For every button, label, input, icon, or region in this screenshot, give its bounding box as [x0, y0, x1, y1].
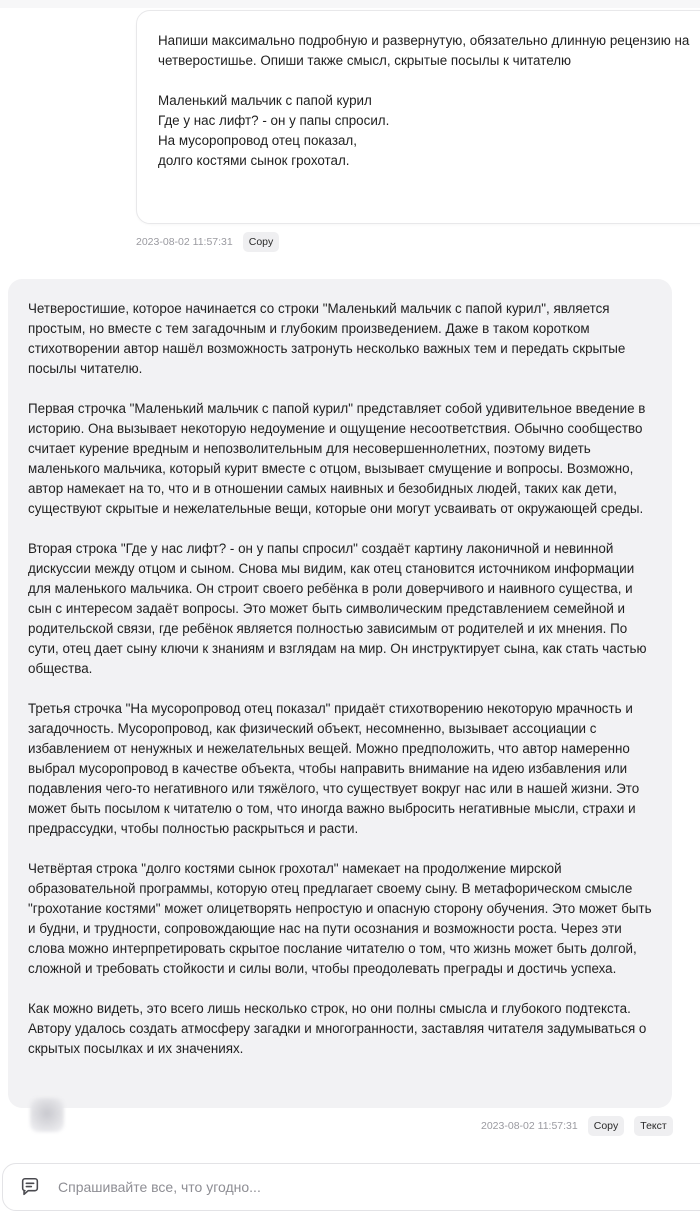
user-message-bubble — [136, 10, 700, 224]
assistant-paragraph: Третья строчка "На мусоропровод отец показал" придаёт стихотворению некоторую мрачность и загадочность. Мусоропровод, как физический объект, несомненно, вызывает ассоциации с избавлением от ненужных и нежелательных вещей. Можно предположить, что автор намеренно выбрал мусоропровод в качестве объекта, чтобы направить внимание на идею избавления или подавления чего-то негативного или тяжёлого, что существует вокруг нас или в нашей жизни. Это может быть посылом к читателю о том, что иногда важно выбросить негативные мысли, страхи и предрассудки, чтобы полностью раскрыться и расти. — [28, 701, 640, 836]
assistant-paragraph: Четвёртая строка "долго костями сынок грохотал" намекает на продолжение мирской образовательной программы, которую отец предлагает своему сыну. В метафорическом смысле "грохотание костями" может олицетворять непростую и опасную сторону обучения. Это может быть и будни, и трудности, сопровождающие нас на пути осознания и возможности роста. Через эти слова можно интерпретировать скрытое послание читателю о том, что жизнь может быть долгой, сложной и требовать стойкости и силы воли, чтобы преодолевать преграды и достичь успеха. — [28, 861, 652, 976]
assistant-paragraph: Вторая строка "Где у нас лифт? - он у папы спросил" создаёт картину лаконичной и невинной дискуссии между отцом и сыном. Снова мы видим, как отец становится источником информации для маленького мальчика. Он строит своего ребёнка в роли доверчивого и наивного существа, и сын с интересом задаёт вопросы. Это может быть символическим представлением семейной и родительской связи, где ребёнок является полностью зависимым от родителей и их мнения. По сути, отец дает сыну ключи к знаниям и взглядам на мир. Он инструктирует сына, как стать частью общества. — [28, 541, 647, 676]
chat-input-bar — [2, 1163, 700, 1211]
user-message-text: Напиши максимально подробную и развернутую, обязательно длинную рецензию на четверостишье. Опиши также смысл, скрытые посылы к читателю Маленький мальчик с папой курил Где у нас лифт? - он у папы спросил. На мусоропровод отец показал, долго костями сынок грохотал. — [158, 33, 690, 168]
assistant-text-button[interactable]: Текст — [634, 1116, 672, 1136]
assistant-message-meta — [481, 1116, 673, 1136]
user-message-meta — [136, 232, 279, 252]
user-message-timestamp: 2023-08-02 11:57:31 — [136, 236, 233, 248]
assistant-avatar — [30, 1098, 64, 1132]
assistant-message-timestamp: 2023-08-02 11:57:31 — [481, 1120, 578, 1132]
assistant-paragraph: Первая строчка "Маленький мальчик с папой курил" представляет собой удивительное введение в историю. Она вызывает некоторую недоумение и ощущение несоответствия. Обычно сообщество считает курение вредным и непозволительным для несовершеннолетних, поэтому видеть маленького мальчика, который курит вместе с отцом, вызывает смущение и вопросы. Возможно, автор намекает на то, что и в отношении самых наивных и безобидных людей, таких как дети, существуют скрытые и нежелательные вещи, которые они могут усваивать от окружающей среды. — [28, 401, 646, 516]
chat-icon — [19, 1176, 41, 1198]
assistant-paragraph: Четверостишие, которое начинается со строки "Маленький мальчик с папой курил", является простым, но вместе с тем загадочным и глубоким произведением. Даже в таком коротком стихотворении автор нашёл возможность затронуть несколько важных тем и передать скрытые посылы читателю. — [28, 301, 626, 376]
assistant-copy-button[interactable]: Copy — [588, 1116, 625, 1136]
assistant-message-bubble — [8, 279, 672, 1108]
user-copy-button[interactable]: Copy — [243, 232, 280, 252]
assistant-paragraph: Как можно видеть, это всего лишь несколько строк, но они полны смысла и глубокого подтекста. Автору удалось создать атмосферу загадки и многогранности, заставляя читателя задумываться о скрытых посылках и их значениях. — [28, 1001, 647, 1056]
chat-input[interactable] — [58, 1179, 558, 1195]
